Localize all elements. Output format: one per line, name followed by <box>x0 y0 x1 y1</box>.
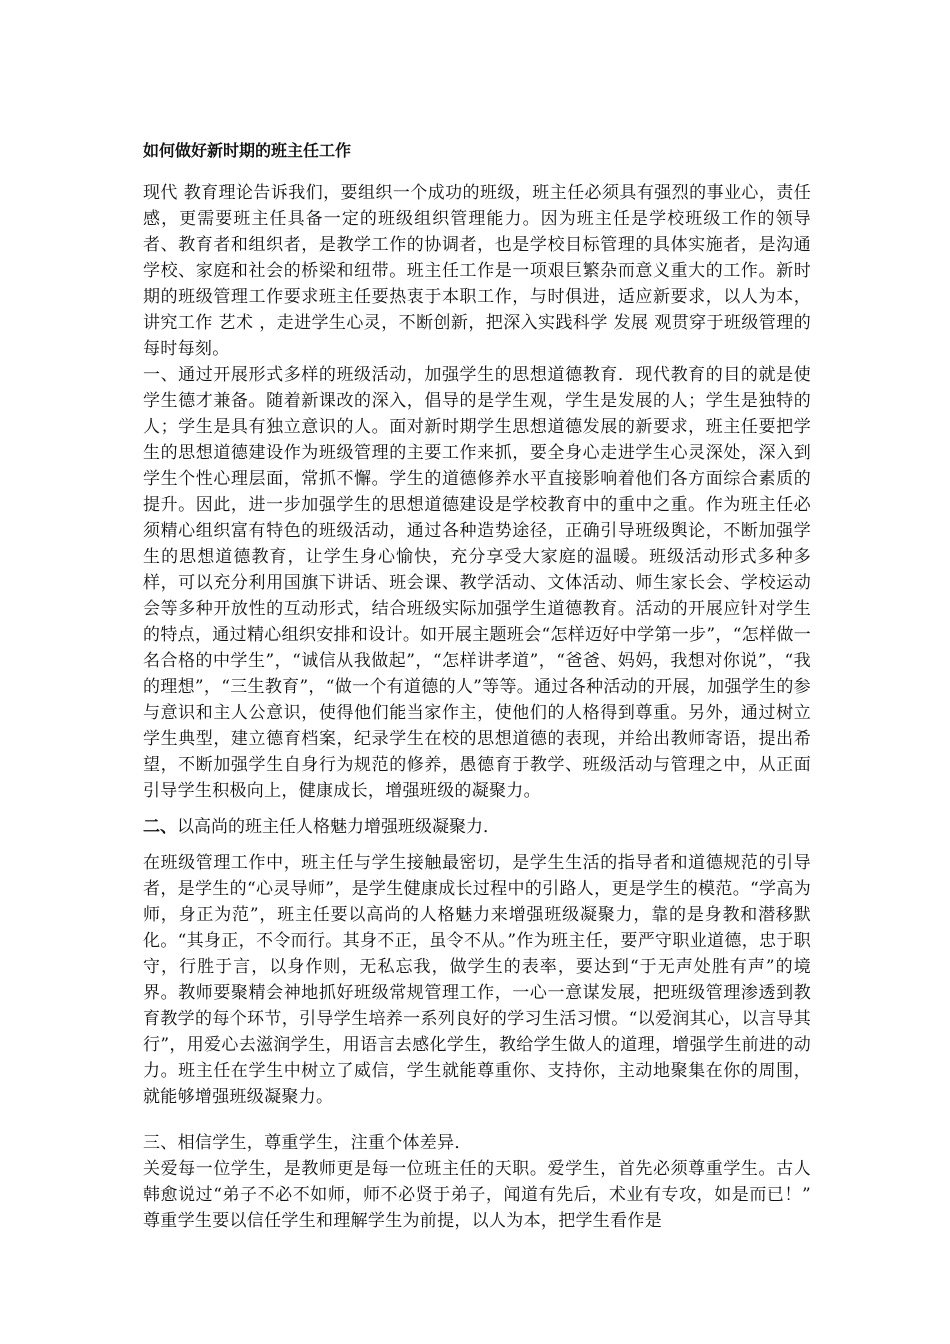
section-3-heading: 三、相信学生，尊重学生，注重个体差异． <box>143 1133 472 1153</box>
section-2-paragraph: 在班级管理工作中，班主任与学生接触最密切，是学生生活的指导者和道德规范的引导者，是学生的“心灵导师”，是学生健康成长过程中的引路人，更是学生的模范。“学高为师，身正为范”，班主任要以高尚的人格魅力来增强班级凝聚力，靠的是身教和潜移默化。“其身正，不令而行。其身不正，虽令不从。”作为班主任，要严守职业道德，忠于职守，行胜于言，以身作则，无私忘我，做学生的表率，要达到“于无声处胜有声”的境界。教师要聚精会神地抓好班级常规管理工作，一心一意谋发展，把班级管理渗透到教育教学的每个环节，引导学生培养一系列良好的学习生活习惯。“以爱润其心，以言导其行”，用爱心去滋润学生，用语言去感化学生，教给学生做人的道理，增强学生前进的动力。班主任在学生中树立了威信，学生就能尊重你、支持你，主动地聚集在你的周围，就能够增强班级凝聚力。 <box>143 853 811 1107</box>
intro-paragraph: 现代 教育理论告诉我们，要组织一个成功的班级，班主任必须具有强烈的事业心，责任感，更需要班主任具备一定的班级组织管理能力。因为班主任是学校班级工作的领导者、教育者和组织者，是教学工作的协调者，也是学校目标管理的具体实施者，是沟通学校、家庭和社会的桥梁和纽带。班主任工作是一项艰巨繁杂而意义重大的工作。新时期的班级管理工作要求班主任要热衷于本职工作，与时俱进，适应新要求，以人为本，讲究工作 艺术 ，走进学生心灵，不断创新，把深入实践科学 发展 观贯穿于班级管理的每时每刻。 <box>143 183 811 359</box>
document-page <box>143 132 811 1234</box>
section-gap <box>143 1110 811 1130</box>
section-1-paragraph: 一、通过开展形式多样的班级活动，加强学生的思想道德教育．现代教育的目的就是使学生德才兼备。随着新课改的深入，倡导的是学生观，学生是发展的人；学生是独特的人；学生是具有独立意识的人。面对新时期学生思想道德发展的新要求，班主任要把学生的思想道德建设作为班级管理的主要工作来抓，要全身心走进学生心灵深处，深入到学生个性心理层面，常抓不懈。学生的道德修养水平直接影响着他们各方面综合素质的提升。因此，进一步加强学生的思想道德建设是学校教育中的重中之重。作为班主任必须精心组织富有特色的班级活动，通过各种造势途径，正确引导班级舆论，不断加强学生的思想道德教育，让学生身心愉快，充分享受大家庭的温暖。班级活动形式多种多样，可以充分利用国旗下讲话、班会课、教学活动、文体活动、师生家长会、学校运动会等多种开放性的互动形式，结合班级实际加强学生道德教育。活动的开展应针对学生的特点，通过精心组织安排和设计。如开展主题班会“怎样迈好中学第一步”，“怎样做一名合格的中学生”，“诚信从我做起”，“怎样讲孝道”，“爸爸、妈妈，我想对你说”，“我的理想”，“三生教育”，“做一个有道德的人”等等。通过各种活动的开展，加强学生的参与意识和主人公意识，使得他们能当家作主，使他们的人格得到尊重。另外，通过树立学生典型，建立德育档案，纪录学生在校的思想道德的表现，并给出教师寄语，提出希望，不断加强学生自身行为规范的修养，愚德育于教学、班级活动与管理之中，从正面引导学生积极向上，健康成长，增强班级的凝聚力。 <box>143 365 811 801</box>
section-2-heading <box>143 814 811 840</box>
section-2-number: 二、 <box>143 817 177 837</box>
document-title: 如何做好新时期的班主任工作 <box>143 141 352 160</box>
section-3-paragraph: 关爱每一位学生，是教师更是每一位班主任的天职。爱学生，首先必须尊重学生。古人韩愈说过“弟子不必不如师，师不必贤于弟子，闻道有先后，术业有专攻，如是而已！” 尊重学生要以信任学生和理解学生为前提，以人为本，把学生看作是 <box>143 1159 811 1231</box>
section-2-heading-text: 以高尚的班主任人格魅力增强班级凝聚力． <box>177 817 500 837</box>
